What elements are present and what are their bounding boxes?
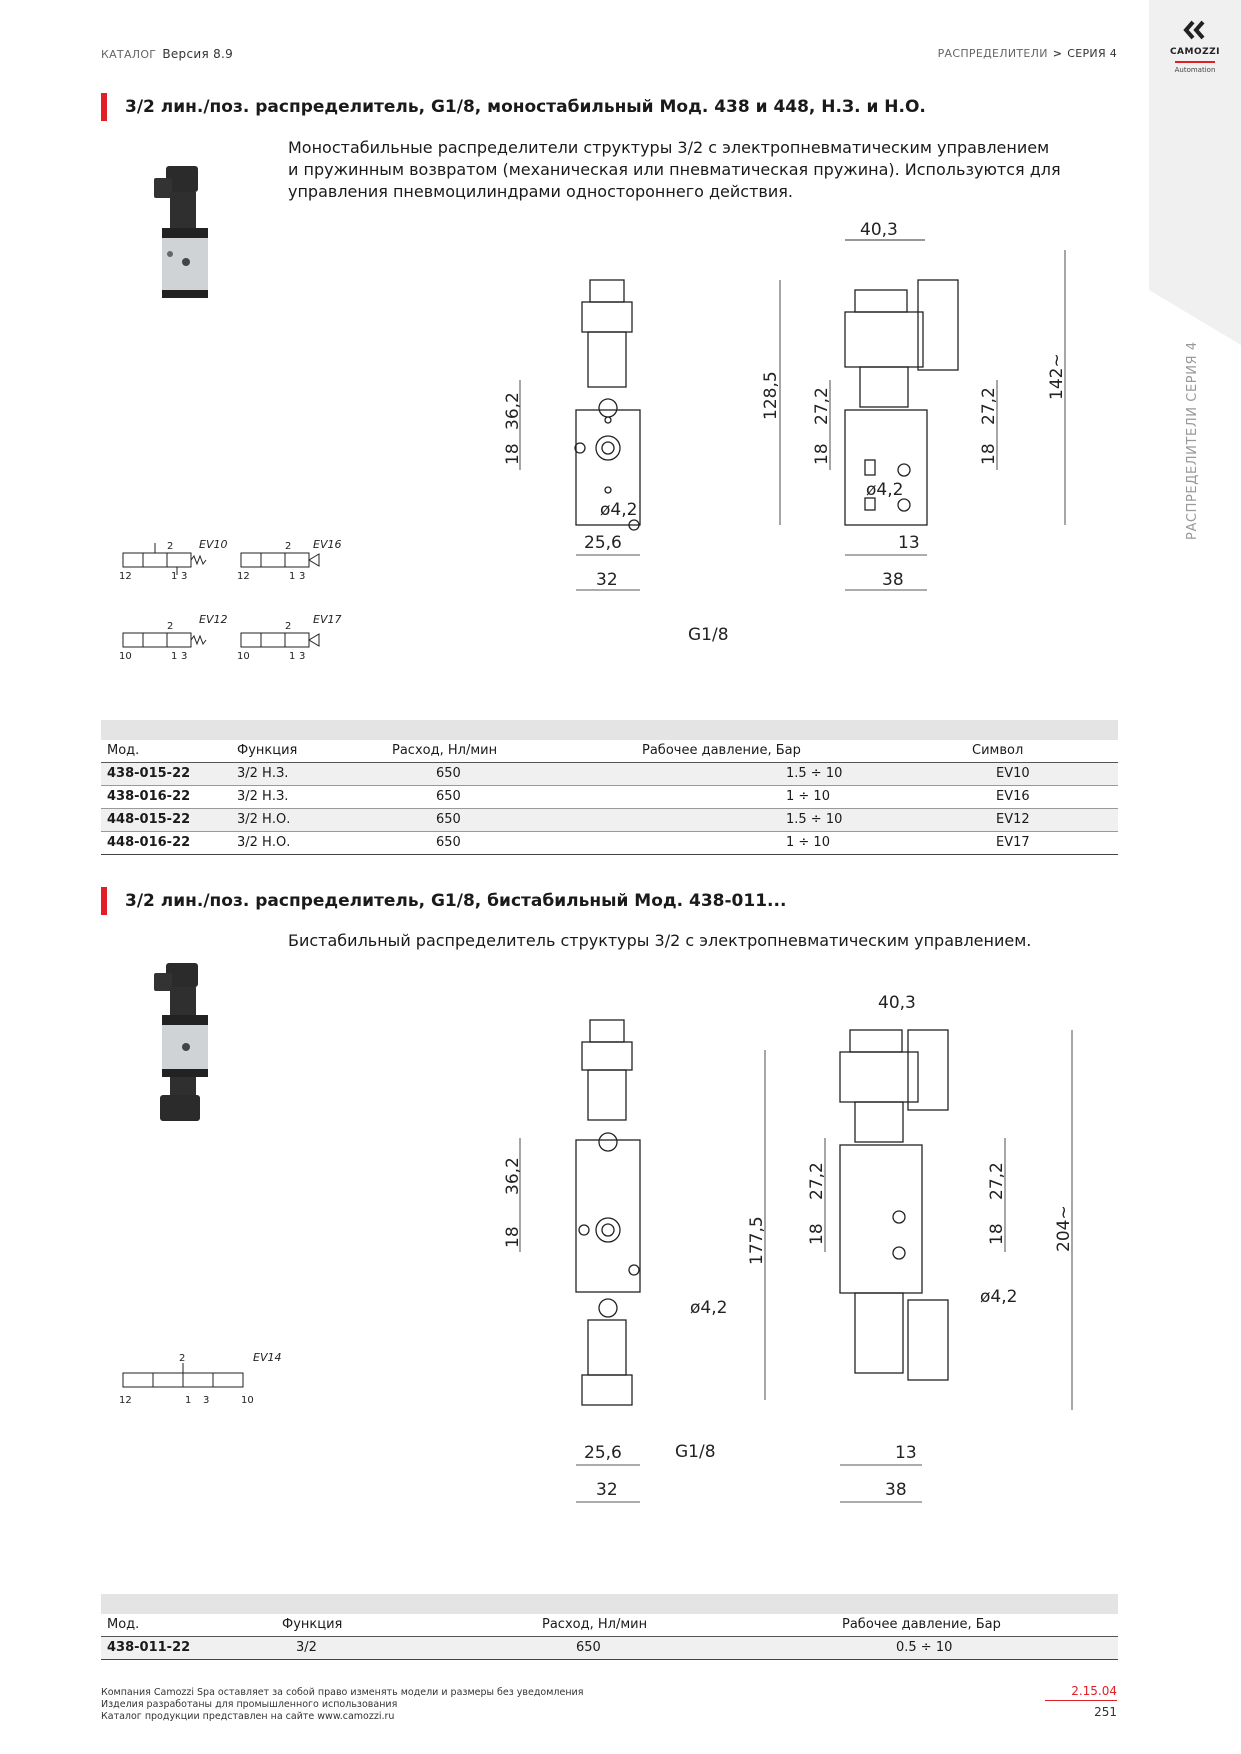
dim-hole-front: ø4,2 — [690, 1298, 728, 1318]
cell-flow: 650 — [386, 785, 636, 808]
footer-notes — [101, 1687, 583, 1723]
cell-model: 438-011-22 — [101, 1636, 276, 1659]
dim-thread: G1/8 — [675, 1442, 716, 1462]
header-breadcrumb — [938, 47, 1117, 60]
section1-desc-line: и пружинным возвратом (механическая или пневматическая пружина). Используются для — [288, 160, 1061, 179]
dim-port-pitch: 18 — [503, 443, 523, 465]
dim-height-total: 204~ — [1054, 1205, 1074, 1252]
table-row — [101, 762, 1118, 785]
table-row — [101, 831, 1118, 854]
symbol-label-ev14: EV14 — [253, 1351, 282, 1364]
section2-description: Бистабильный распределитель структуры 3/2 с электропневматическим управлением. — [288, 931, 1032, 950]
catalog-label: КАТАЛОГ — [101, 48, 157, 61]
footer-section-code: 2.15.04 — [1071, 1684, 1117, 1698]
section1-title: 3/2 лин./поз. распределитель, G1/8, моностабильный Мод. 438 и 448, Н.З. и Н.О. — [125, 97, 926, 117]
svg-text:10: 10 — [237, 651, 250, 662]
dim-width-front: 32 — [596, 570, 618, 590]
cell-symbol: EV17 — [966, 831, 1118, 854]
svg-text:2: 2 — [285, 621, 292, 632]
footer-line: Компания Camozzi Spa оставляет за собой право изменять модели и размеры без уведомления — [101, 1687, 584, 1698]
dim-side-offset-left: 27,2 — [807, 1162, 827, 1200]
dim-height-body: 128,5 — [761, 371, 781, 420]
section1-spec-table — [101, 720, 1118, 855]
section2-dimension-drawing — [500, 990, 1100, 1550]
cell-symbol: EV16 — [966, 785, 1118, 808]
dim-width-top: 40,3 — [878, 993, 916, 1013]
svg-text:1: 1 — [185, 1395, 192, 1406]
svg-text:3: 3 — [299, 651, 306, 662]
svg-text:12: 12 — [119, 571, 132, 582]
logo-mark-icon — [1149, 20, 1241, 45]
col-header-model: Мод. — [101, 1614, 276, 1636]
footer-line[interactable]: Каталог продукции представлен на сайте www.camozzi.ru — [101, 1711, 395, 1722]
col-header-function: Функция — [276, 1614, 536, 1636]
dim-width-inner: 25,6 — [584, 1443, 622, 1463]
cell-function: 3/2 Н.О. — [231, 808, 386, 831]
section2-spec-table — [101, 1594, 1118, 1660]
cell-function: 3/2 Н.О. — [231, 831, 386, 854]
section2-pneumatic-symbol — [115, 1345, 295, 1415]
table-row — [101, 808, 1118, 831]
svg-text:1: 1 — [289, 651, 296, 662]
cell-flow: 650 — [386, 831, 636, 854]
table-row — [101, 1636, 1118, 1659]
svg-text:12: 12 — [237, 571, 250, 582]
section1-desc-line: Моностабильные распределители структуры 3/2 с электропневматическим управлением — [288, 138, 1050, 157]
dim-side-offset-right: 27,2 — [979, 387, 999, 425]
col-header-flow: Расход, Нл/мин — [536, 1614, 836, 1636]
cell-symbol: EV10 — [966, 762, 1118, 785]
dim-side-pitch-right: 18 — [987, 1223, 1007, 1245]
symbol-ev17 — [237, 621, 319, 662]
section1-desc-line: управления пневмоцилиндрами одностороннего действия. — [288, 182, 793, 201]
col-header-symbol: Символ — [966, 740, 1118, 762]
svg-text:2: 2 — [285, 541, 292, 552]
dim-side-pitch-right: 18 — [979, 443, 999, 465]
table-row — [101, 785, 1118, 808]
symbol-ev10 — [119, 541, 206, 582]
symbol-label-ev12: EV12 — [199, 613, 228, 626]
svg-text:2: 2 — [167, 541, 174, 552]
cell-flow: 650 — [386, 808, 636, 831]
cell-function: 3/2 Н.З. — [231, 785, 386, 808]
dim-width-top: 40,3 — [860, 220, 898, 240]
cell-model: 438-015-22 — [101, 762, 231, 785]
section1-product-photo — [146, 158, 226, 318]
cell-symbol: EV12 — [966, 808, 1118, 831]
logo-name: CAMOZZI — [1169, 47, 1221, 57]
dim-side-pitch-left: 18 — [807, 1223, 827, 1245]
symbol-label-ev10: EV10 — [199, 538, 228, 551]
svg-text:1: 1 — [171, 651, 178, 662]
dim-port-spacing: 13 — [898, 533, 920, 553]
dim-hole-side: ø4,2 — [866, 480, 904, 500]
section1-description — [288, 137, 1068, 203]
svg-text:10: 10 — [241, 1395, 254, 1406]
cell-pressure: 0.5 ÷ 10 — [836, 1636, 1118, 1659]
svg-text:1: 1 — [289, 571, 296, 582]
dim-side-offset-right: 27,2 — [987, 1162, 1007, 1200]
cell-flow: 650 — [386, 762, 636, 785]
col-header-pressure: Рабочее давление, Бар — [636, 740, 966, 762]
cell-pressure: 1 ÷ 10 — [636, 831, 966, 854]
symbol-label-ev16: EV16 — [313, 538, 342, 551]
cell-pressure: 1.5 ÷ 10 — [636, 762, 966, 785]
section2-product-photo — [146, 955, 226, 1135]
section1-dimension-drawing — [500, 220, 1100, 670]
col-header-pressure: Рабочее давление, Бар — [836, 1614, 1118, 1636]
dim-width-side: 38 — [882, 570, 904, 590]
section2-accent-bar — [101, 887, 107, 915]
section2-title: 3/2 лин./поз. распределитель, G1/8, бистабильный Мод. 438-011... — [125, 891, 787, 911]
svg-text:10: 10 — [119, 651, 132, 662]
logo-tagline: Automation — [1174, 66, 1216, 74]
cell-model: 448-016-22 — [101, 831, 231, 854]
breadcrumb-separator: > — [1052, 47, 1063, 60]
col-header-flow: Расход, Нл/мин — [386, 740, 636, 762]
svg-text:3: 3 — [203, 1395, 210, 1406]
breadcrumb-series[interactable]: СЕРИЯ 4 — [1067, 47, 1117, 60]
section1-pneumatic-symbols — [115, 535, 365, 675]
symbol-ev12 — [119, 621, 206, 662]
svg-text:2: 2 — [167, 621, 174, 632]
cell-flow: 650 — [536, 1636, 836, 1659]
footer-line: Изделия разработаны для промышленного использования — [101, 1699, 398, 1710]
dim-port-offset: 36,2 — [503, 392, 523, 430]
dim-width-front: 32 — [596, 1480, 618, 1500]
dim-height-body: 177,5 — [747, 1216, 767, 1265]
page-number: 251 — [1094, 1705, 1117, 1719]
svg-text:12: 12 — [119, 1395, 132, 1406]
catalog-version: Версия 8.9 — [162, 47, 234, 61]
svg-text:3: 3 — [299, 571, 306, 582]
dim-hole-front: ø4,2 — [600, 500, 638, 520]
dim-side-pitch-left: 18 — [812, 443, 832, 465]
svg-text:1: 1 — [171, 571, 178, 582]
dim-hole-side: ø4,2 — [980, 1287, 1018, 1307]
svg-text:2: 2 — [179, 1353, 186, 1364]
section1-accent-bar — [101, 93, 107, 121]
cell-function: 3/2 Н.З. — [231, 762, 386, 785]
symbol-ev14 — [119, 1353, 254, 1406]
cell-model: 448-015-22 — [101, 808, 231, 831]
col-header-function: Функция — [231, 740, 386, 762]
cell-function: 3/2 — [276, 1636, 536, 1659]
table-header-row — [101, 740, 1118, 762]
dim-port-offset: 36,2 — [503, 1157, 523, 1195]
cell-pressure: 1 ÷ 10 — [636, 785, 966, 808]
dim-port-pitch: 18 — [503, 1226, 523, 1248]
col-header-model: Мод. — [101, 740, 231, 762]
symbol-label-ev17: EV17 — [313, 613, 342, 626]
symbol-ev16 — [237, 541, 319, 582]
cell-pressure: 1.5 ÷ 10 — [636, 808, 966, 831]
dim-width-inner: 25,6 — [584, 533, 622, 553]
dim-height-total: 142~ — [1047, 353, 1067, 400]
dim-width-side: 38 — [885, 1480, 907, 1500]
dim-side-offset-left: 27,2 — [812, 387, 832, 425]
svg-text:3: 3 — [181, 651, 188, 662]
footer-divider — [1045, 1700, 1117, 1701]
camozzi-logo[interactable] — [1149, 20, 1241, 74]
table-header-row — [101, 1614, 1118, 1636]
logo-bar — [1175, 61, 1215, 63]
dim-port-spacing: 13 — [895, 1443, 917, 1463]
cell-model: 438-016-22 — [101, 785, 231, 808]
dim-thread: G1/8 — [688, 625, 729, 645]
svg-text:3: 3 — [181, 571, 188, 582]
side-section-label: РАСПРЕДЕЛИТЕЛИ СЕРИЯ 4 — [1185, 341, 1200, 540]
breadcrumb-section[interactable]: РАСПРЕДЕЛИТЕЛИ — [937, 47, 1048, 60]
header-catalog — [101, 47, 233, 61]
